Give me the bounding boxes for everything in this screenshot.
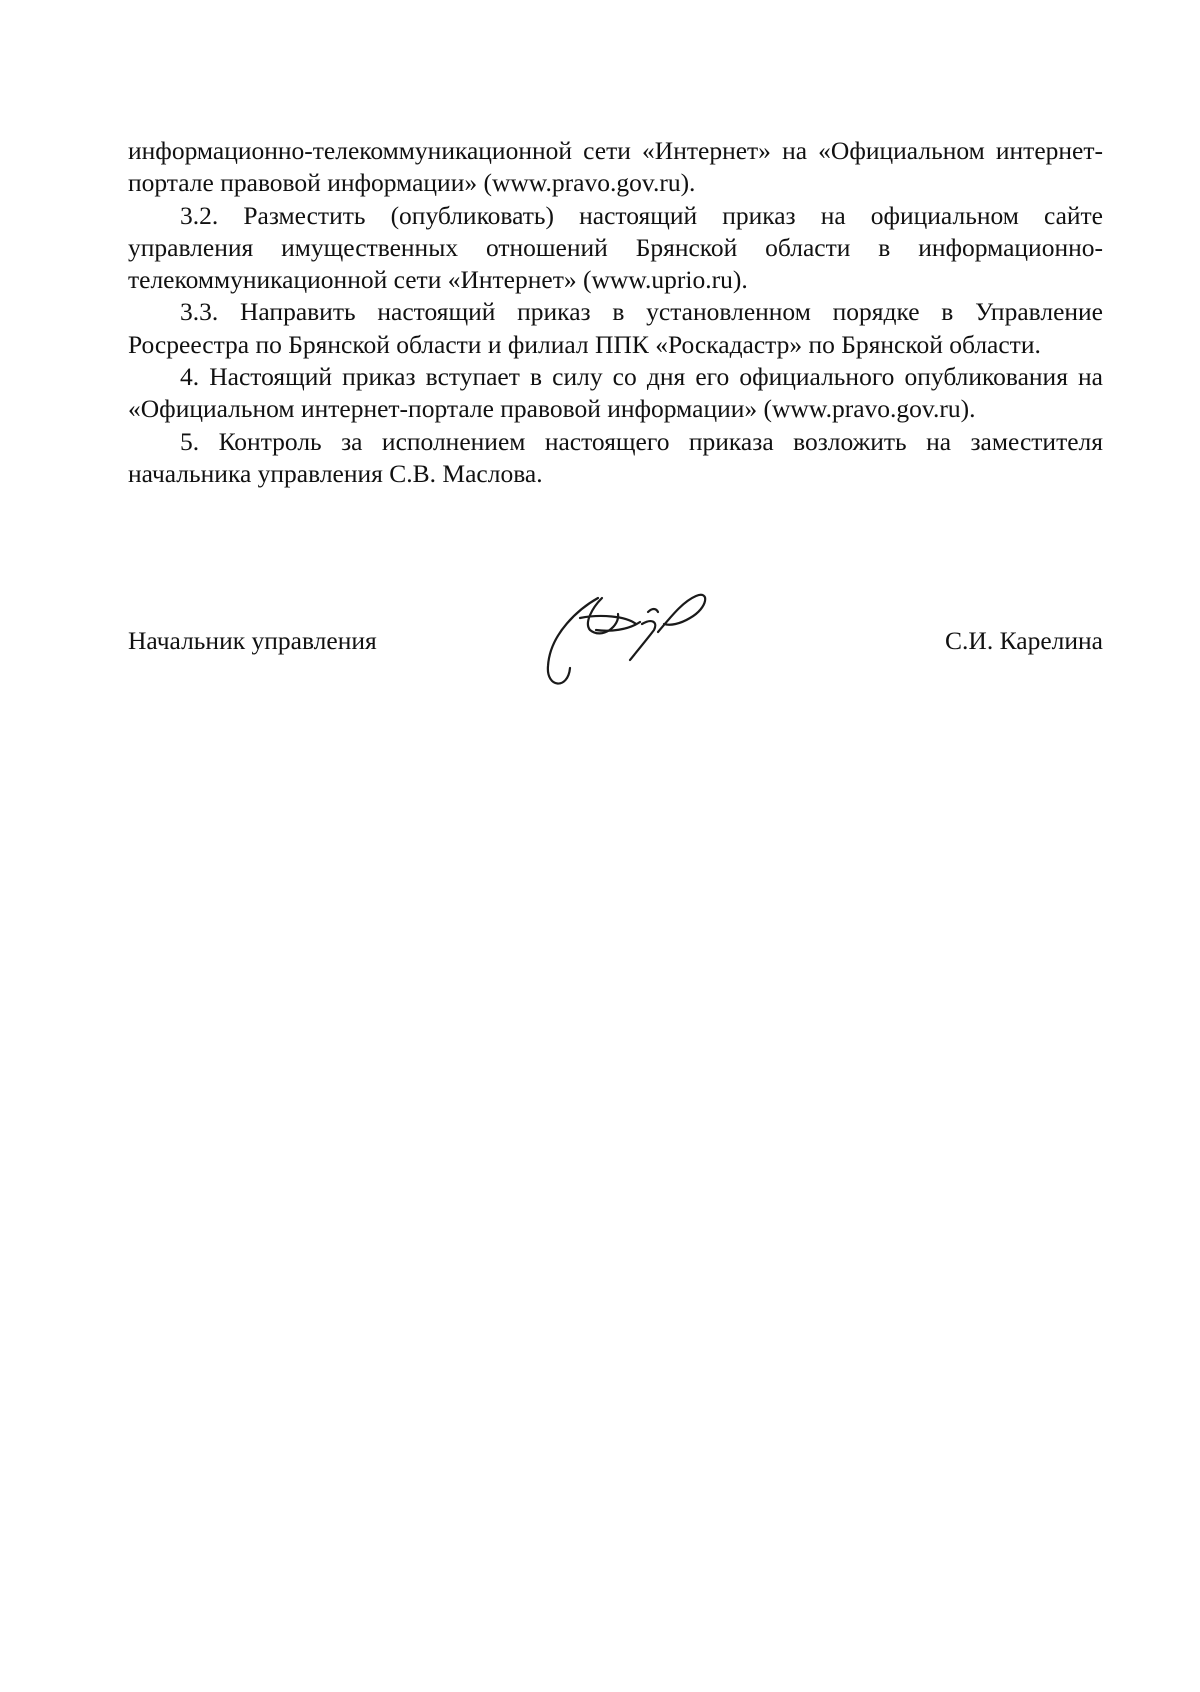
paragraph-3-2: 3.2. Разместить (опубликовать) настоящий приказ на официальном сайте управления имущественных отношений Брянской области в информационно-телекоммуникационной сети «Интернет» (www.uprio.ru).: [128, 200, 1103, 295]
signatory-title: Начальник управления: [128, 626, 377, 655]
paragraph-3-3: 3.3. Направить настоящий приказ в установленном порядке в Управление Росреестра по Брянской области и филиал ППК «Роскадастр» по Брянской области.: [128, 297, 1103, 359]
paragraph-4: 4. Настоящий приказ вступает в силу со дня его официального опубликования на «Официальном интернет-портале правовой информации» (www.pravo.gov.ru).: [128, 362, 1103, 424]
handwritten-signature: [540, 578, 730, 698]
paragraph-continuation: информационно-телекоммуникационной сети «Интернет» на «Официальном интернет-портале правовой информации» (www.pravo.gov.ru).: [128, 136, 1103, 198]
document-body: [128, 135, 1103, 490]
signatory-name: С.И. Карелина: [945, 626, 1103, 655]
paragraph-5: 5. Контроль за исполнением настоящего приказа возложить на заместителя начальника управления С.В. Маслова.: [128, 426, 1103, 488]
